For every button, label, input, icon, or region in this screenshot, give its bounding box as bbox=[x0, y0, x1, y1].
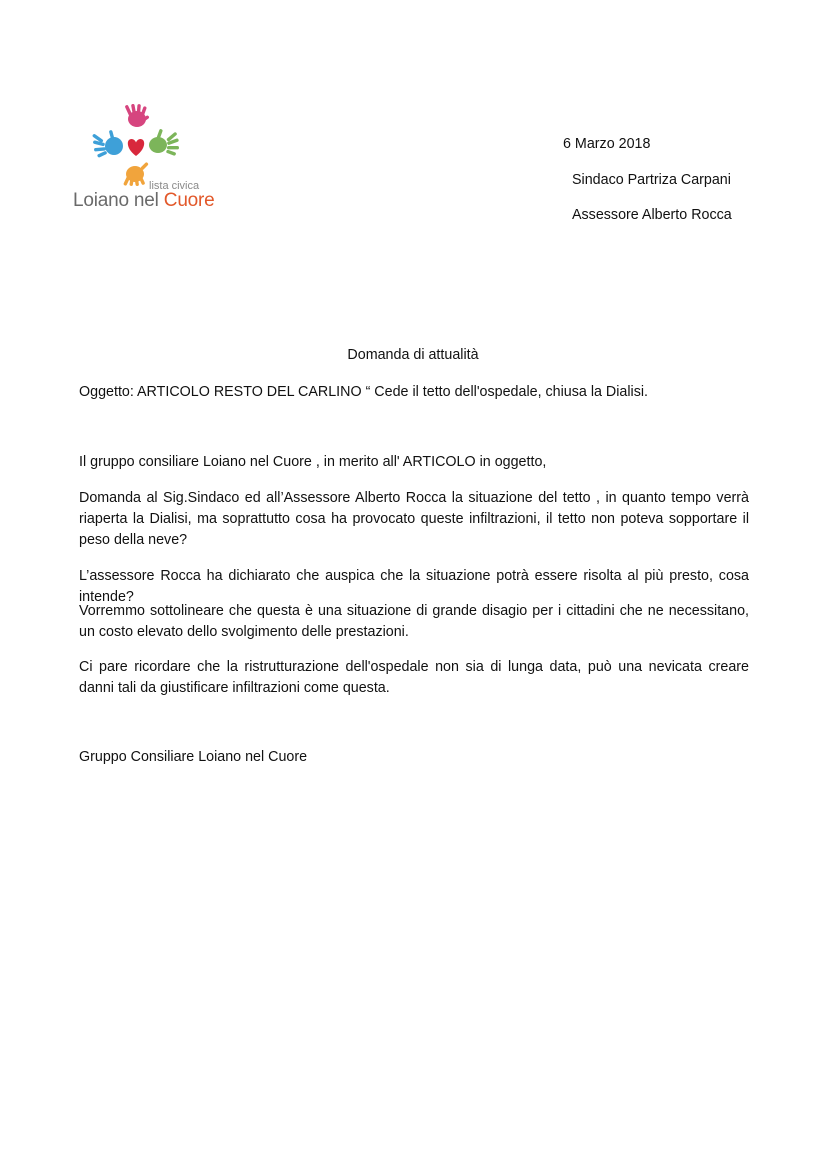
blue-hand-icon bbox=[92, 130, 123, 158]
logo-name bbox=[73, 190, 215, 212]
paragraph-statement: L’assessore Rocca ha dichiarato che auspica che la situazione potrà essere risolta al più presto, cosa intende? bbox=[79, 568, 749, 605]
logo-subtitle: lista civica bbox=[149, 180, 200, 192]
signature: Gruppo Consiliare Loiano nel Cuore bbox=[79, 749, 308, 765]
recipient-councillor: Assessore Alberto Rocca bbox=[572, 207, 732, 223]
hands-heart-icon bbox=[92, 104, 182, 186]
paragraph-question: Domanda al Sig.Sindaco ed all’Assessore Alberto Rocca la situazione del tetto , in quanto tempo verrà riaperta la Dialisi, ma soprattutto cosa ha provocato queste infiltrazioni, il tetto non poteva sopportare il peso della neve? bbox=[79, 490, 749, 548]
paragraph-closing: Ci pare ricordare che la ristrutturazione dell'ospedale non sia di lunga data, può una nevicata creare danni tali da giustificare infiltrazioni come questa. bbox=[79, 659, 749, 696]
letter-date: 6 Marzo 2018 bbox=[563, 136, 651, 152]
document-subject: Oggetto: ARTICOLO RESTO DEL CARLINO “ Cede il tetto dell'ospedale, chiusa la Dialisi. bbox=[79, 384, 649, 400]
orange-hand-icon bbox=[123, 162, 149, 186]
logo-name-part1: Loiano nel bbox=[73, 190, 159, 211]
magenta-hand-icon bbox=[125, 104, 150, 127]
logo-name-part2: Cuore bbox=[163, 190, 215, 211]
document-heading: Domanda di attualità bbox=[347, 347, 479, 363]
paragraph-emphasis: Vorremmo sottolineare che questa è una situazione di grande disagio per i cittadini che ne necessitano, un costo elevato dello svolgimento delle prestazioni. bbox=[79, 603, 749, 640]
green-hand-icon bbox=[149, 129, 179, 156]
logo bbox=[72, 104, 215, 214]
paragraph-intro: Il gruppo consiliare Loiano nel Cuore , in merito all' ARTICOLO in oggetto, bbox=[79, 454, 547, 470]
heart-icon bbox=[128, 139, 144, 156]
recipient-mayor: Sindaco Partriza Carpani bbox=[572, 172, 731, 188]
